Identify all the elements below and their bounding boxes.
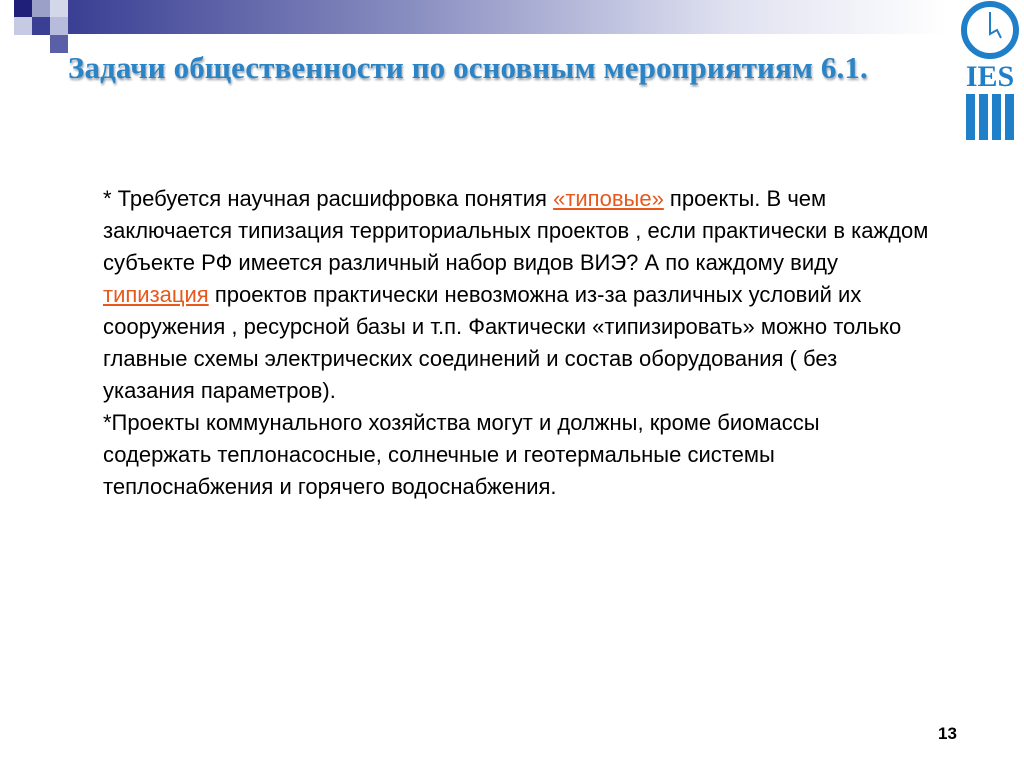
decor-square — [32, 17, 50, 35]
svg-text:IES: IES — [965, 60, 1015, 93]
highlight-link-typization[interactable]: типизация — [103, 282, 209, 307]
decor-square — [32, 0, 50, 17]
paragraph-text: * Требуется научная расшифровка понятия — [103, 186, 554, 211]
paragraph-text: проекты. В чем заключается типизация территориальных проектов , если практически в каждом субъекте РФ имеется различный набор видов ВИЭ? А по каждому виду — [103, 186, 929, 275]
ies-logo-icon — [957, 0, 1024, 145]
paragraph-communal-projects: *Проекты коммунального хозяйства могут и должны, кроме биомассы содержать теплонасосные, солнечные и геотермальные системы теплоснабжения и горячего водоснабжения. — [103, 410, 820, 499]
decor-square — [50, 17, 68, 35]
page-number: 13 — [938, 724, 957, 743]
header-gradient-bar — [68, 0, 948, 34]
decor-square — [50, 35, 68, 53]
slide-title: Задачи общественности по основным мероприятиям 6.1. — [68, 50, 868, 85]
decor-square — [14, 0, 32, 17]
decor-square — [50, 0, 68, 17]
slide-body — [103, 183, 933, 503]
paragraph-typical-projects — [103, 183, 933, 407]
paragraph-text: проектов практически невозможна из-за различных условий их сооружения , ресурсной базы и т.п. Фактически «типизировать» можно только главные схемы электрических соединений и состав оборудования ( без указания параметров). — [103, 282, 902, 403]
highlight-link-typical[interactable]: «типовые» — [553, 186, 664, 211]
decor-square — [14, 17, 32, 35]
